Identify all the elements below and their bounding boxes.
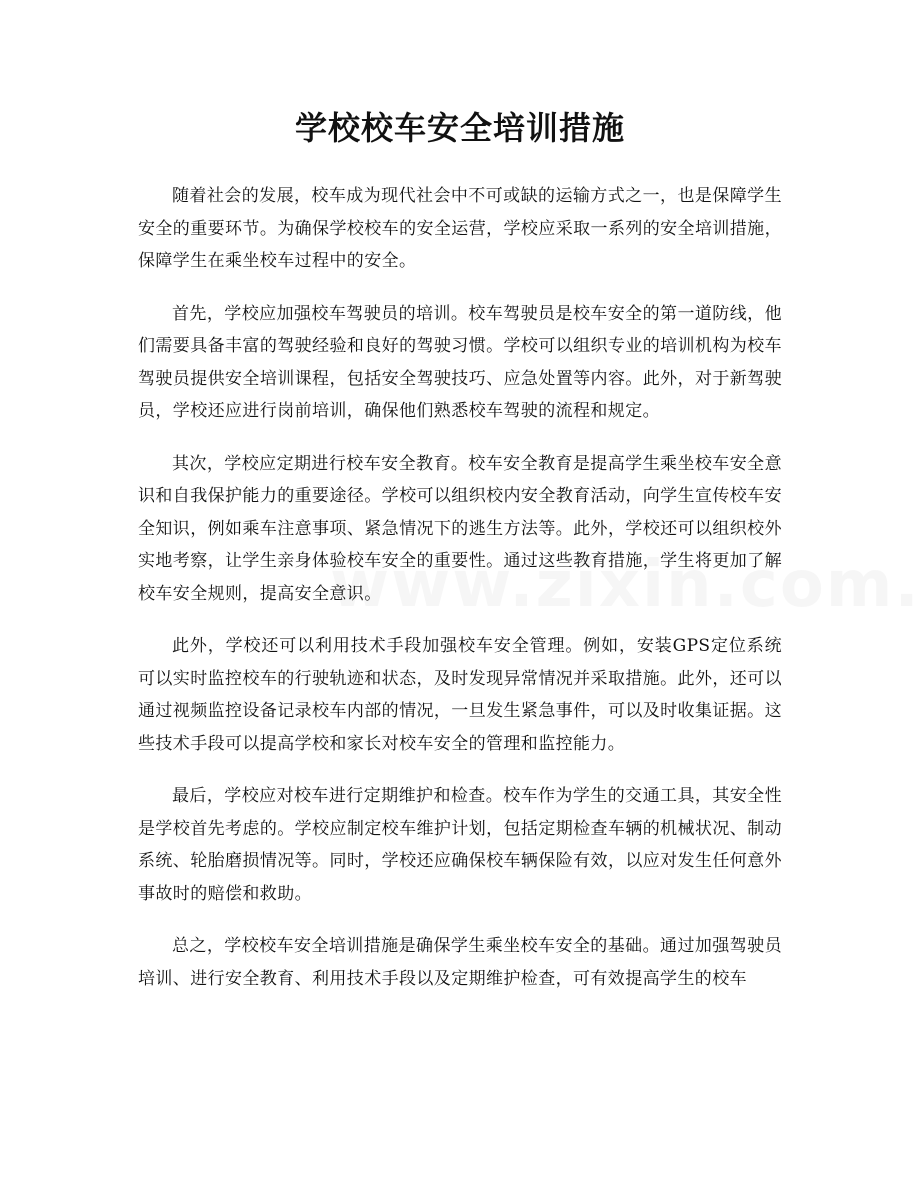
paragraph-intro: 随着社会的发展，校车成为现代社会中不可或缺的运输方式之一，也是保障学生安全的重要环节。为确保学校校车的安全运营，学校应采取一系列的安全培训措施，保障学生在乘坐校车过程中的安全。 (138, 186, 782, 271)
document-title: 学校校车安全培训措施 (294, 109, 625, 147)
paragraph-driver-training: 首先，学校应加强校车驾驶员的培训。校车驾驶员是校车安全的第一道防线，他们需要具备丰富的驾驶经验和良好的驾驶习惯。学校可以组织专业的培训机构为校车驾驶员提供安全培训课程，包括安全驾驶技巧、应急处置等内容。此外，对于新驾驶员，学校还应进行岗前培训，确保他们熟悉校车驾驶的流程和规定。 (138, 303, 782, 421)
paragraph-conclusion: 总之，学校校车安全培训措施是确保学生乘坐校车安全的基础。通过加强驾驶员培训、进行安全教育、利用技术手段以及定期维护检查，可有效提高学生的校车 (138, 936, 782, 989)
paragraph-maintenance: 最后，学校应对校车进行定期维护和检查。校车作为学生的交通工具，其安全性是学校首先考虑的。学校应制定校车维护计划，包括定期检查车辆的机械状况、制动系统、轮胎磨损情况等。同时，学校还应确保校车辆保险有效，以应对发生任何意外事故时的赔偿和救助。 (138, 786, 782, 904)
paragraph-technology: 此外，学校还可以利用技术手段加强校车安全管理。例如，安装GPS定位系统可以实时监控校车的行驶轨迹和状态，及时发现异常情况并采取措施。此外，还可以通过视频监控设备记录校车内部的情况，一旦发生紧急事件，可以及时收集证据。这些技术手段可以提高学校和家长对校车安全的管理和监控能力。 (138, 636, 782, 754)
paragraph-safety-education: 其次，学校应定期进行校车安全教育。校车安全教育是提高学生乘坐校车安全意识和自我保护能力的重要途径。学校可以组织校内安全教育活动，向学生宣传校车安全知识，例如乘车注意事项、紧急情况下的逃生方法等。此外，学校还可以组织校外实地考察，让学生亲身体验校车安全的重要性。通过这些教育措施，学生将更加了解校车安全规则，提高安全意识。 (138, 453, 782, 604)
document-body (138, 180, 782, 1015)
